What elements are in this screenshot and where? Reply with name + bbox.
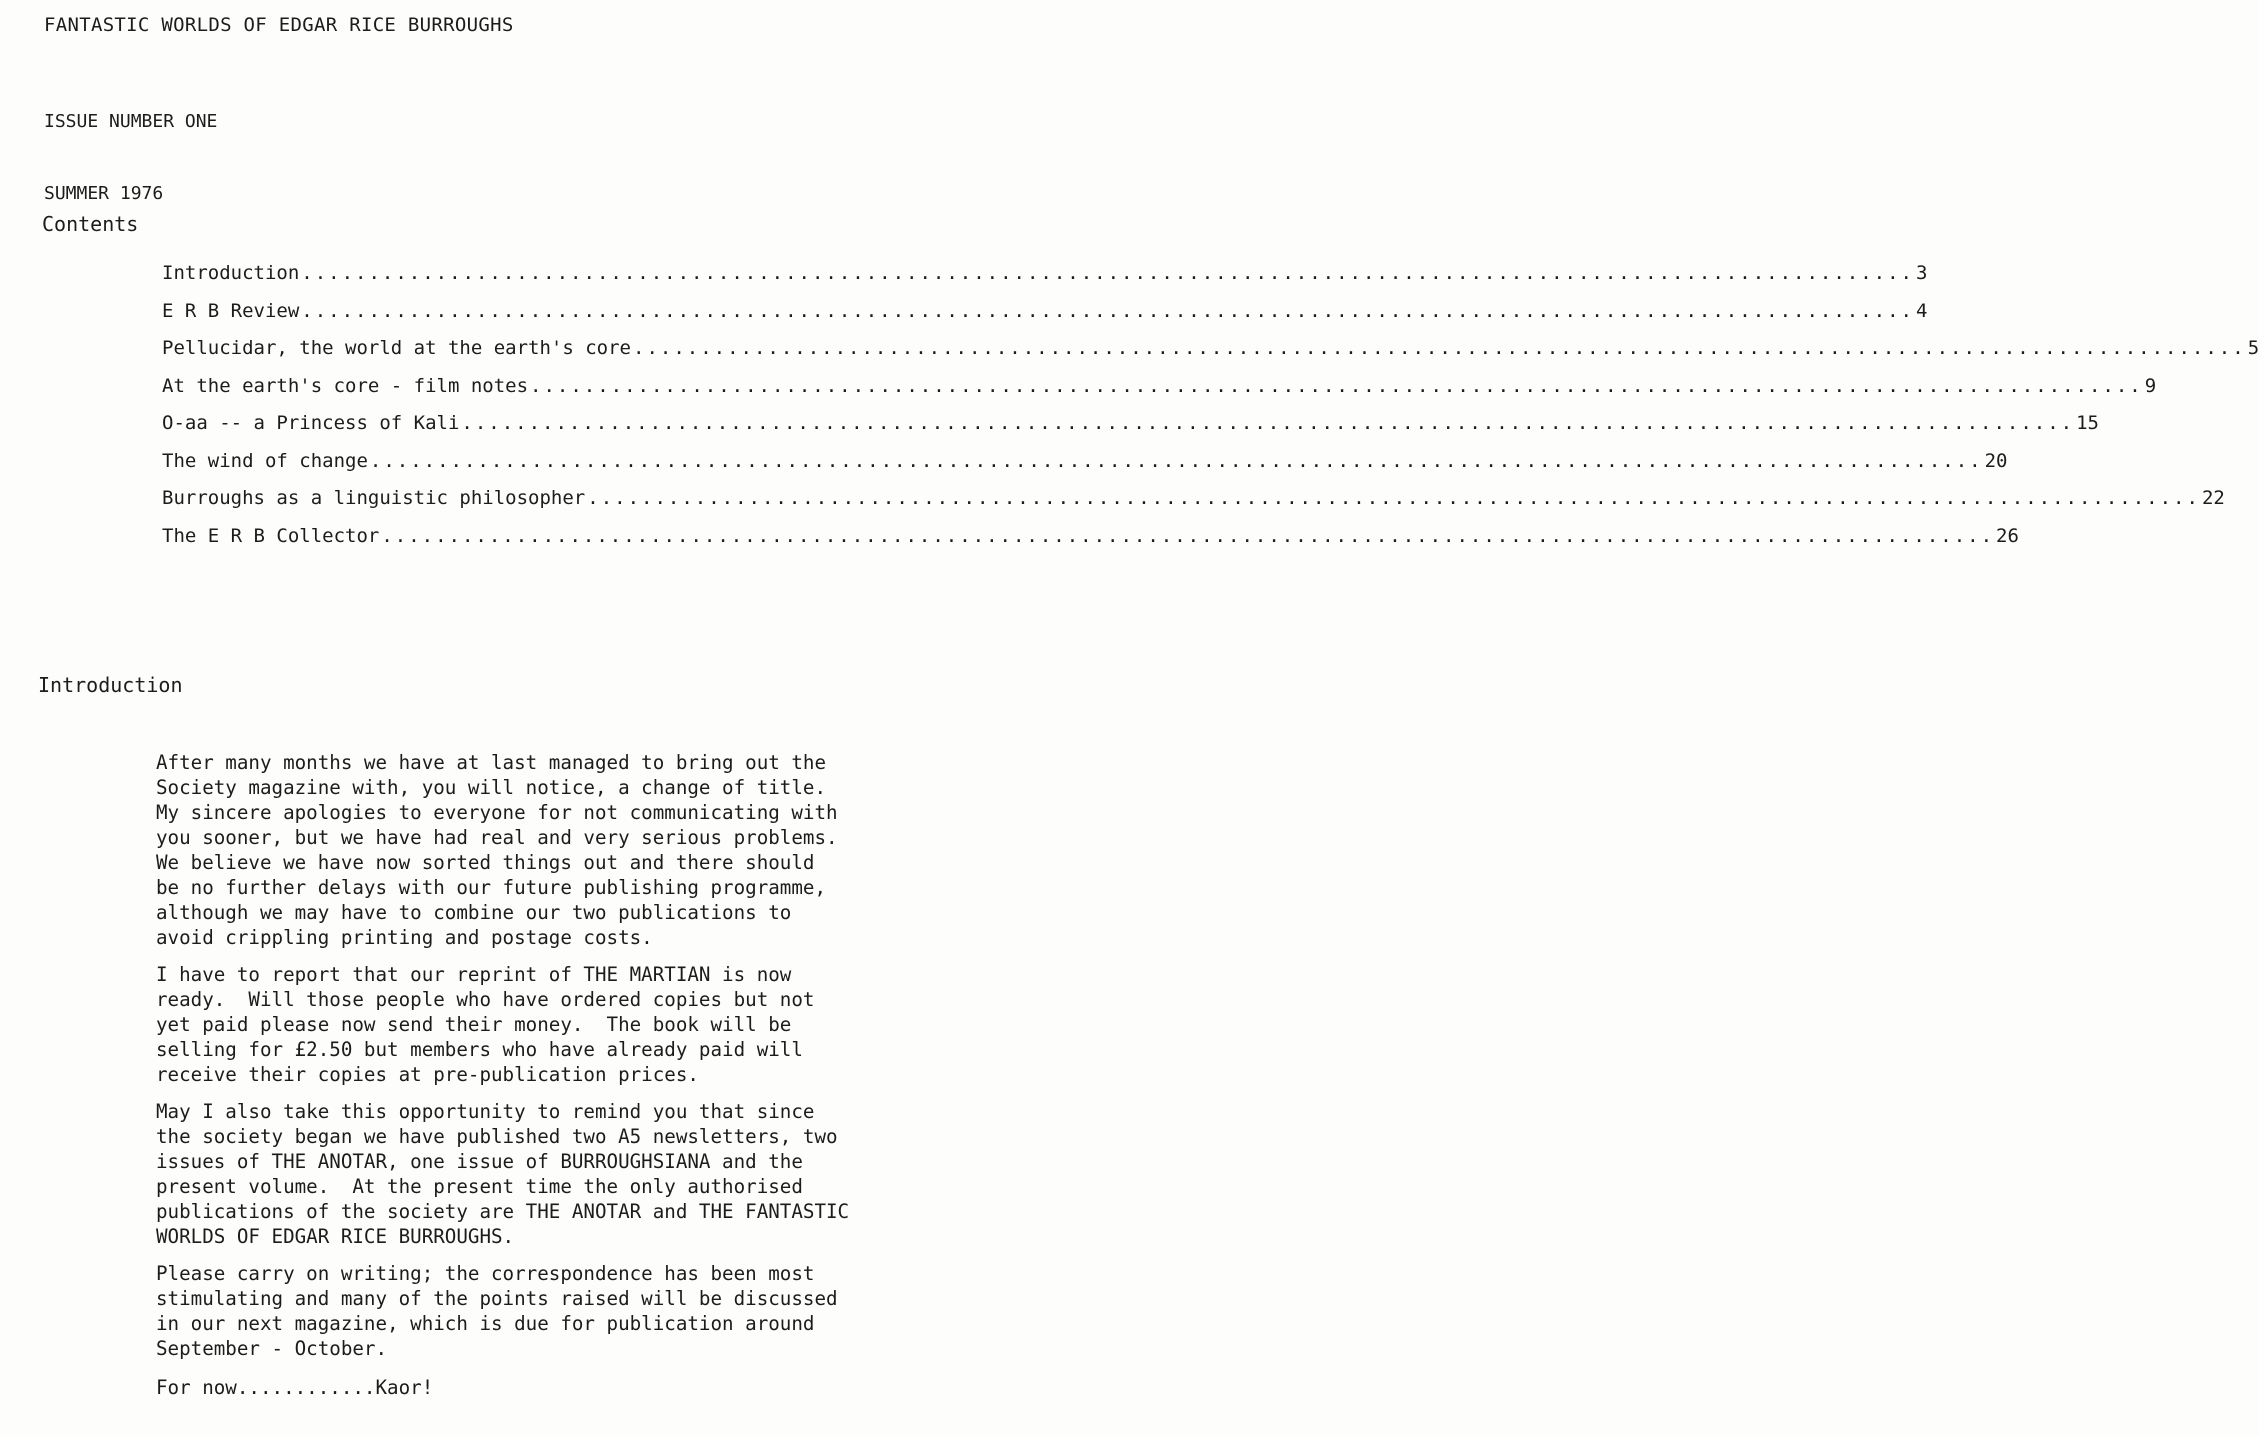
text-line: Society magazine with, you will notice, a change of title. xyxy=(156,776,827,799)
toc-entry xyxy=(162,373,2157,411)
text-line: the society began we have published two A5 newsletters, two xyxy=(156,1125,838,1148)
toc-entry-title: Burroughs as a linguistic philosopher xyxy=(162,487,586,509)
toc-leader-dots: ........................................................................................................................ xyxy=(633,337,2246,359)
toc-leader-dots: ........................................................................................................................ xyxy=(381,524,1995,547)
text-line: in our next magazine, which is due for publication around xyxy=(156,1312,815,1335)
issue-number: ISSUE NUMBER ONE xyxy=(44,111,218,132)
issue-season: SUMMER 1976 xyxy=(44,183,164,204)
toc-entry xyxy=(162,410,2099,448)
intro-paragraph xyxy=(156,962,912,1087)
text-line: We believe we have now sorted things out and there should xyxy=(156,851,815,874)
text-line: selling for £2.50 but members who have already paid will xyxy=(156,1038,803,1061)
text-line: Please carry on writing; the correspondence has been most xyxy=(156,1262,815,1285)
toc-entry-page: 26 xyxy=(1996,524,2019,547)
intro-paragraph xyxy=(156,1261,912,1361)
toc-entry xyxy=(162,335,2259,373)
intro-paragraph xyxy=(156,1099,912,1249)
text-line: stimulating and many of the points raised will be discussed xyxy=(156,1287,838,1310)
intro-paragraph xyxy=(156,750,912,950)
toc-entry xyxy=(162,485,2225,523)
toc-entry-title: O-aa -- a Princess of Kali xyxy=(162,412,460,434)
introduction-heading: Introduction xyxy=(38,673,183,697)
toc-entry-page: 4 xyxy=(1915,299,1928,322)
text-line: yet paid please now send their money. The book will be xyxy=(156,1013,792,1036)
toc-entry xyxy=(162,523,2019,561)
text-line: I have to report that our reprint of THE MARTIAN is now xyxy=(156,963,792,986)
table-of-contents xyxy=(162,260,2259,560)
toc-entry-page: 3 xyxy=(1915,262,1928,284)
text-line: My sincere apologies to everyone for not communicating with xyxy=(156,801,838,824)
text-line: receive their copies at pre-publication prices. xyxy=(156,1063,699,1086)
toc-entry-page: 20 xyxy=(1984,449,2008,472)
toc-leader-dots: ........................................................................................................................ xyxy=(369,449,1983,472)
toc-entry-page: 9 xyxy=(2144,374,2157,397)
text-line: May I also take this opportunity to remind you that since xyxy=(156,1100,815,1123)
signoff: For now............Kaor! xyxy=(156,1376,434,1399)
text-line: September - October. xyxy=(156,1337,388,1360)
text-line: WORLDS OF EDGAR RICE BURROUGHS. xyxy=(156,1225,515,1248)
toc-entry-page: 22 xyxy=(2201,487,2225,509)
toc-leader-dots: ........................................................................................................................ xyxy=(587,487,2200,509)
toc-entry xyxy=(162,260,1928,298)
toc-entry-title: E R B Review xyxy=(162,299,300,322)
toc-entry-title: The E R B Collector xyxy=(162,524,380,547)
toc-entry-title: The wind of change xyxy=(162,449,368,472)
toc-entry xyxy=(162,448,2008,486)
toc-leader-dots: ........................................................................................................................ xyxy=(301,262,1914,284)
text-line: you sooner, but we have had real and very serious problems. xyxy=(156,826,838,849)
toc-entry-page: 5 xyxy=(2247,337,2259,359)
toc-entry-title: Introduction xyxy=(162,262,300,284)
text-line: present volume. At the present time the only authorised xyxy=(156,1175,803,1198)
toc-leader-dots: ........................................................................................................................ xyxy=(530,374,2143,397)
text-line: be no further delays with our future publishing programme, xyxy=(156,876,827,899)
text-line: although we may have to combine our two publications to xyxy=(156,901,792,924)
toc-entry-title: Pellucidar, the world at the earth's core xyxy=(162,337,631,359)
toc-leader-dots: ........................................................................................................................ xyxy=(461,412,2075,434)
text-line: issues of THE ANOTAR, one issue of BURROUGHSIANA and the xyxy=(156,1150,803,1173)
introduction-body xyxy=(156,750,912,1400)
toc-entry xyxy=(162,298,1928,336)
magazine-title: FANTASTIC WORLDS OF EDGAR RICE BURROUGHS xyxy=(44,14,514,36)
contents-heading: Contents xyxy=(42,212,139,236)
toc-leader-dots: ........................................................................................................................ xyxy=(301,299,1914,322)
text-line: ready. Will those people who have ordered copies but not xyxy=(156,988,815,1011)
toc-entry-page: 15 xyxy=(2076,412,2099,434)
text-line: avoid crippling printing and postage costs. xyxy=(156,926,653,949)
text-line: After many months we have at last managed to bring out the xyxy=(156,751,827,774)
text-line: publications of the society are THE ANOTAR and THE FANTASTIC xyxy=(156,1200,850,1223)
toc-entry-title: At the earth's core - film notes xyxy=(162,374,529,397)
